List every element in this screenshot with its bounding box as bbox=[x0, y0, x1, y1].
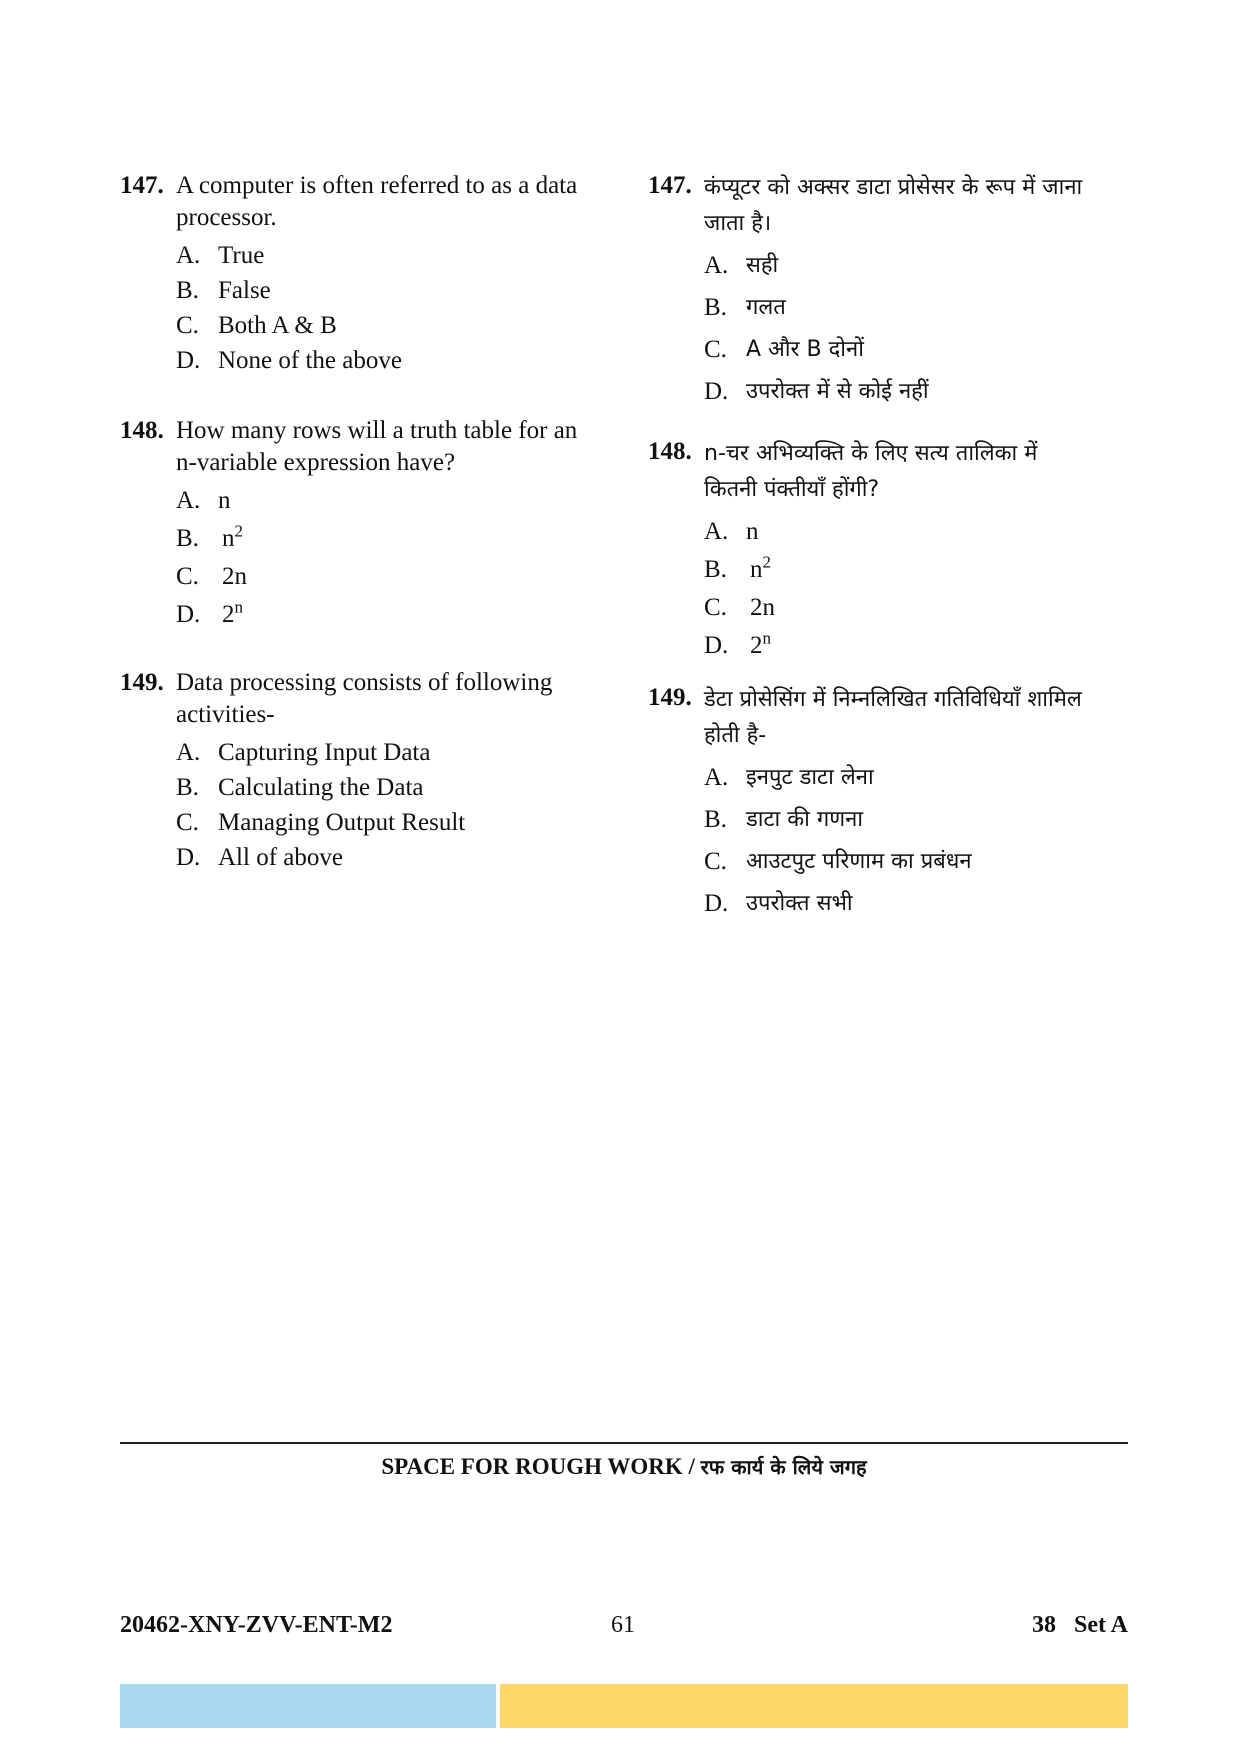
option-c: C. Both A & B bbox=[176, 312, 337, 339]
option-d: D. उपरोक्त सभी bbox=[704, 890, 853, 917]
page-number: 61 bbox=[611, 1612, 635, 1638]
rough-work-label: SPACE FOR ROUGH WORK / रफ कार्य के लिये जगह bbox=[381, 1454, 867, 1479]
footer-color-bar-yellow bbox=[500, 1684, 1128, 1728]
two-to-the-n: 2$^n$ bbox=[750, 628, 771, 659]
question-number: 148. bbox=[120, 417, 164, 444]
question-text: How many rows will a truth table for an n-variable expression have? bbox=[176, 417, 578, 476]
option-c: C. 2n bbox=[176, 563, 247, 590]
question-number: 149. bbox=[648, 684, 692, 711]
option-b: B. $n^2$ bbox=[176, 523, 600, 555]
option-d: D. All of above bbox=[176, 844, 343, 871]
question-text-line2: होती है- bbox=[704, 723, 767, 748]
question-text-line1: डेटा प्रोसेसिंग में निम्नलिखित गतिविधियाँ शामिल bbox=[704, 687, 1082, 712]
option-d: D. 2$^n$ bbox=[176, 599, 600, 631]
n-squared: $n^2$ bbox=[222, 521, 243, 552]
question-number: 147. bbox=[648, 172, 692, 199]
set-info: 38 Set A bbox=[1032, 1612, 1128, 1638]
option-d: D. उपरोक्त में से कोई नहीं bbox=[704, 378, 929, 405]
option-d: D. 2$^n$ bbox=[704, 630, 1128, 662]
question-147-en bbox=[120, 170, 600, 377]
question-text: Data processing consists of following activities- bbox=[176, 669, 553, 728]
hindi-column bbox=[648, 170, 1128, 920]
question-text-line1: कंप्यूटर को अक्सर डाटा प्रोसेसर के रूप में जाना bbox=[704, 175, 1083, 200]
question-number: 149. bbox=[120, 669, 164, 696]
question-number: 147. bbox=[120, 172, 164, 199]
option-a: A. इनपुट डाटा लेना bbox=[704, 764, 874, 791]
question-text: A computer is often referred to as a data processor. bbox=[176, 172, 578, 231]
question-text-line1: n-चर अभिव्यक्ति के लिए सत्य तालिका में bbox=[704, 441, 1038, 466]
option-b: B. $n^2$ bbox=[704, 554, 1128, 586]
option-c: C. Managing Output Result bbox=[176, 809, 466, 836]
option-c: C. 2n bbox=[704, 594, 775, 621]
question-147-hi bbox=[648, 170, 1128, 408]
english-column bbox=[120, 170, 600, 874]
option-a: A. सही bbox=[704, 252, 779, 279]
footer-color-bar-blue bbox=[120, 1684, 496, 1728]
n-squared: $n^2$ bbox=[750, 552, 771, 583]
question-148-en bbox=[120, 415, 600, 631]
option-a: A. True bbox=[176, 242, 265, 269]
question-149-hi bbox=[648, 682, 1128, 920]
question-text-line2: कितनी पंक्तीयाँ होंगी? bbox=[704, 477, 880, 502]
question-number: 148. bbox=[648, 438, 692, 465]
option-a: A. Capturing Input Data bbox=[176, 739, 431, 766]
option-c: C. आउटपुट परिणाम का प्रबंधन bbox=[704, 848, 972, 875]
question-text-line2: जाता है। bbox=[704, 211, 772, 236]
question-148-hi bbox=[648, 436, 1128, 662]
option-a: A. n bbox=[176, 487, 231, 514]
option-d: D. None of the above bbox=[176, 347, 402, 374]
paper-code: 20462-XNY-ZVV-ENT-M2 bbox=[120, 1612, 393, 1638]
option-b: B. False bbox=[176, 277, 271, 304]
option-a: A. n bbox=[704, 518, 759, 545]
rough-work-divider bbox=[120, 1442, 1128, 1444]
option-b: B. Calculating the Data bbox=[176, 774, 424, 801]
question-149-en bbox=[120, 667, 600, 874]
two-to-the-n: 2$^n$ bbox=[222, 597, 243, 628]
option-b: B. डाटा की गणना bbox=[704, 806, 864, 833]
option-b: B. गलत bbox=[704, 294, 786, 321]
option-c: C. A और B दोनों bbox=[704, 336, 864, 363]
